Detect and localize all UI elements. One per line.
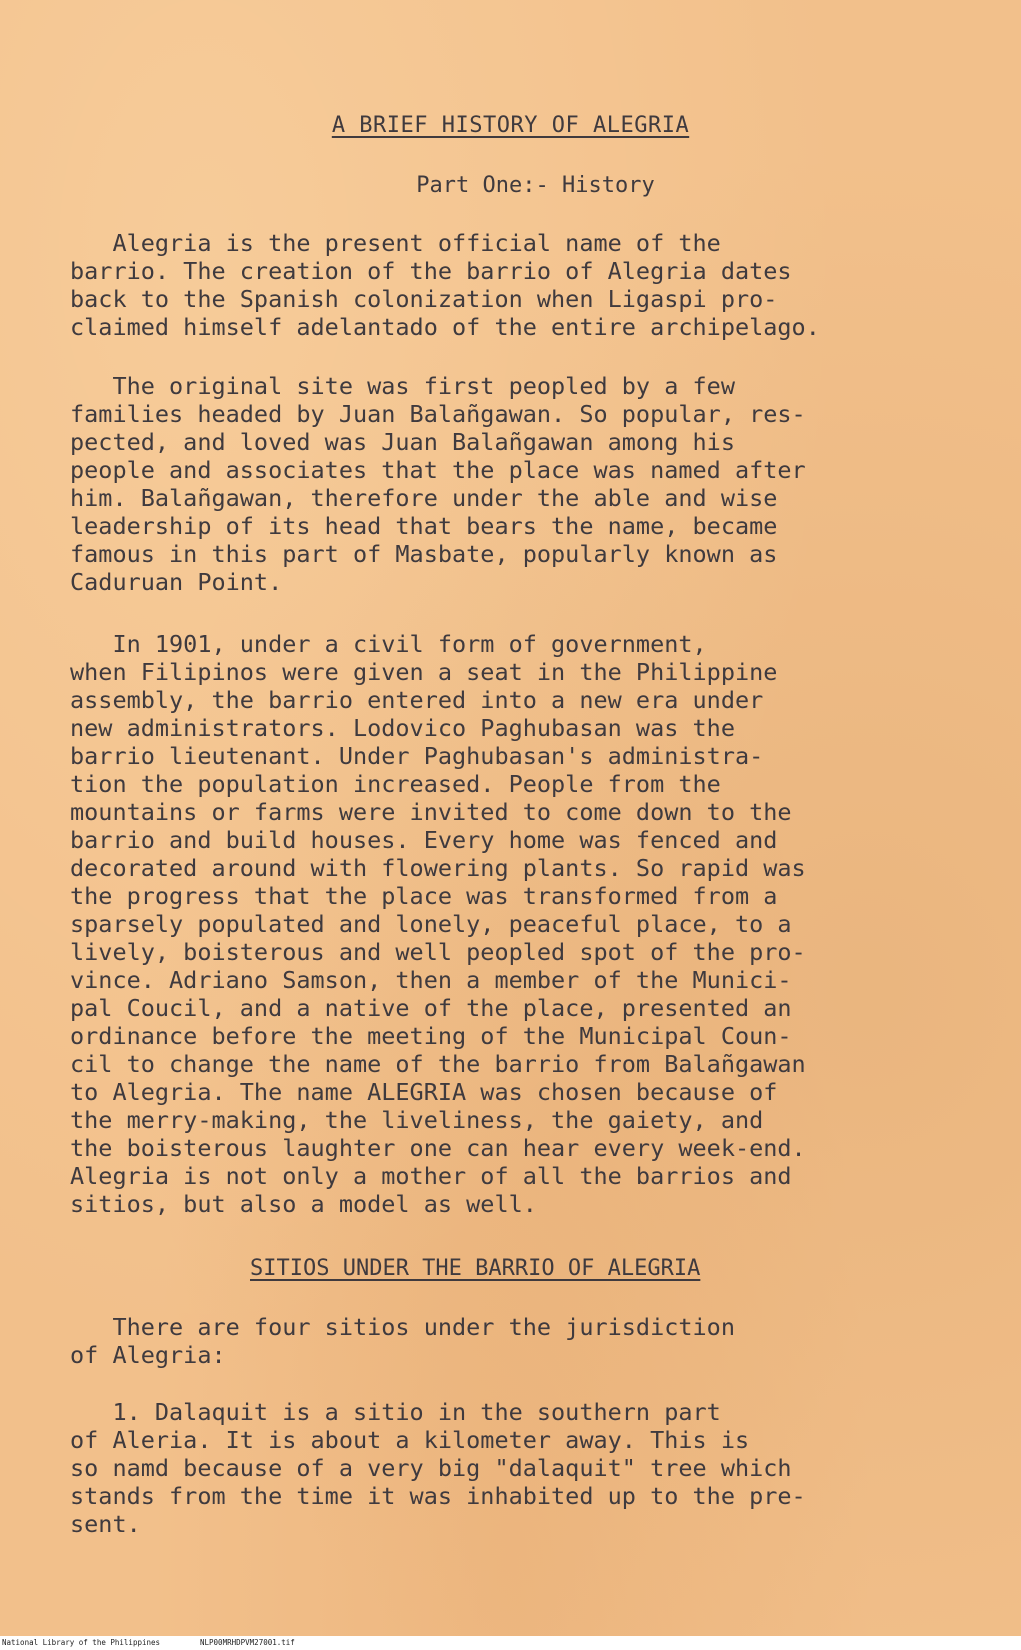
paragraph-intro: Alegria is the present official name of the barrio. The creation of the barrio of Alegria dates back to the Spanish colonization when Ligaspi pro- claimed himself adelantado of the entire archipelago. bbox=[70, 229, 820, 341]
document-title: A BRIEF HISTORY OF ALEGRIA bbox=[331, 113, 690, 138]
footer-filename: NLP00MRHDPVM27001.tif bbox=[200, 1638, 295, 1647]
footer-library: National Library of the Philippines bbox=[2, 1638, 161, 1647]
paragraph-dalaquit: 1. Dalaquit is a sitio in the southern part of Aleria. It is about a kilometer away. This is so namd because of a very big "dalaquit" tree which stands from the time it was inhabited up to the pre- sent. bbox=[70, 1398, 806, 1538]
section-heading: SITIOS UNDER THE BARRIO OF ALEGRIA bbox=[250, 1256, 701, 1281]
paragraph-original-site: The original site was first peopled by a few families headed by Juan Balañgawan. So popular, res- pected, and loved was Juan Balañgawan among his people and associates that the place was named after him. Balañgawan, therefore under the able and wise leadership of its head that bears the name, became famous in this part of Masbate, popularly known as Caduruan Point. bbox=[70, 372, 806, 596]
document-subtitle: Part One:- History bbox=[416, 173, 655, 198]
paragraph-1901: In 1901, under a civil form of government, when Filipinos were given a seat in the Philippine assembly, the barrio entered into a new era under new administrators. Lodovico Paghubasan was the barrio lieutenant. Under Paghubasan's administra- tion the population increased. People from the mountains or farms were invited to come down to the barrio and build houses. Every home was fenced and decorated around with flowering plants. So rapid was the progress that the place was transformed from a sparsely populated and lonely, peaceful place, to a lively, boisterous and well peopled spot of the pro- vince. Adriano Samson, then a member of the Munici- pal Coucil, and a native of the place, presented an ordinance before the meeting of the Municipal Coun- cil to change the name of the barrio from Balañgawan to Alegria. The name ALEGRIA was chosen because of the merry-making, the liveliness, the gaiety, and the boisterous laughter one can hear every week-end. Alegria is not only a mother of all the barrios and sitios, but also a model as well. bbox=[70, 630, 806, 1218]
paragraph-sitios-intro: There are four sitios under the jurisdiction of Alegria: bbox=[70, 1313, 735, 1369]
scan-footer bbox=[0, 1636, 1021, 1650]
